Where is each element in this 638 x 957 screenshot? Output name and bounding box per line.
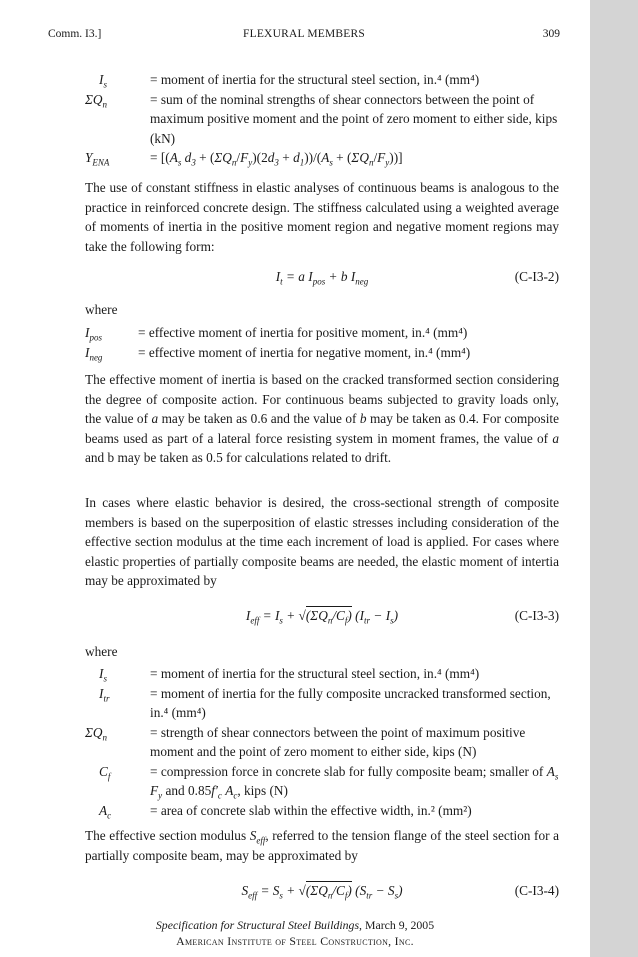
where-label: where xyxy=(85,644,118,659)
definition-text: = effective moment of inertia for positive moment, in.⁴ (mm⁴) xyxy=(138,325,468,340)
definition-symbol: $I_s$ xyxy=(99,666,107,684)
definitions-middle xyxy=(85,323,559,362)
equation-c-i3-2 xyxy=(85,267,559,287)
definition-row xyxy=(85,801,559,821)
equation-body: $I_{eff} = I_s + √(\Sigma Q_n/C_f) (I_{tr} - I_s)$ xyxy=(245,608,399,626)
definition-symbol: $\Sigma Q_n$ xyxy=(85,91,108,110)
paragraph-elastic-behavior xyxy=(85,493,559,591)
paragraph-section-modulus xyxy=(85,826,559,865)
definition-text: = area of concrete slab within the effective width, in.² (mm²) xyxy=(150,802,472,818)
definition-text: = compression force in concrete slab for fully composite beam; smaller of $A_s$ $F_y$ and $0.85f'_c$ $A_c$, kips (N) xyxy=(150,763,559,801)
header-section-ref: Comm. I3.] xyxy=(48,28,102,40)
definition-row xyxy=(85,343,559,363)
definition-row xyxy=(85,323,559,343)
definition-symbol: $I_{neg}$ xyxy=(85,344,103,363)
definition-text: = effective moment of inertia for negative moment, in.⁴ (mm⁴) xyxy=(138,344,471,360)
footer-publisher: American Institute of Steel Construction, Inc. xyxy=(176,934,414,948)
equation-c-i3-4 xyxy=(85,881,559,901)
definition-text: = sum of the nominal strengths of shear connectors between the point of maximum positive moment and the point of zero moment to either side, kips (kN) xyxy=(150,91,558,146)
equation-number: (C-I3-3) xyxy=(514,608,559,623)
definition-text: = strength of shear connectors between the point of maximum positive moment and the point of zero moment to either side, kips (N) xyxy=(150,724,526,759)
definition-text: = [($A_s$ $d_3 + (\Sigma Q_n/F_y)(2d_3 + d_1))/(A_s + (\Sigma Q_n/F_y))$] xyxy=(150,150,403,168)
definitions-top xyxy=(85,70,559,168)
where-label: where xyxy=(85,302,118,317)
definition-text: = moment of inertia for the fully composite uncracked transformed section, in.⁴ (mm⁴) xyxy=(150,685,551,720)
definition-row xyxy=(85,90,559,149)
footer-date: March 9, 2005 xyxy=(362,918,435,932)
equation-body: $I_t = a$ $I_{pos} + b$ $I_{neg}$ xyxy=(275,269,369,287)
paragraph-text: The effective section modulus $S_{eff}$, referred to the tension flange of the steel section for a partially composite beam, may be approximated by xyxy=(85,828,559,863)
footer-spec-title: Specification for Structural Steel Buildings, xyxy=(155,918,363,932)
definition-symbol: $I_{tr}$ xyxy=(99,685,110,704)
paragraph-effective-moment xyxy=(85,370,559,468)
definitions-bottom xyxy=(85,664,559,820)
equation-number: (C-I3-2) xyxy=(514,269,559,284)
definition-row xyxy=(85,762,559,801)
definition-symbol: $I_s$ xyxy=(99,72,107,90)
definition-row xyxy=(85,664,559,684)
paragraph-text: The use of constant stiffness in elastic analyses of continuous beams is analogous to the practice in reinforced concrete design. The stiffness calculated using a weighted average of moments of inertia in the positive moment region and negative moment regions may take the following form: xyxy=(85,180,559,254)
definition-row xyxy=(85,684,559,723)
running-header xyxy=(48,26,560,42)
definition-text: = moment of inertia for the structural steel section, in.⁴ (mm⁴) xyxy=(150,72,480,87)
footer-specification xyxy=(0,918,590,933)
paragraph-stiffness xyxy=(85,178,559,256)
definition-symbol: $C_f$ xyxy=(99,763,111,782)
equation-body: $S_{eff} = S_s + √(\Sigma Q_n/C_f) (S_{tr} - S_s)$ xyxy=(241,883,403,901)
definition-text: = moment of inertia for the structural steel section, in.⁴ (mm⁴) xyxy=(150,666,480,681)
header-chapter-title: FLEXURAL MEMBERS xyxy=(243,28,365,40)
paragraph-text: In cases where elastic behavior is desired, the cross-sectional strength of composite members is based on the superposition of elastic stresses including consideration of the effective section modulus at the time each increment of load is applied. For cases where elastic properties of partially composite beams are needed, the elastic moment of intertia may be approximated by xyxy=(85,495,559,588)
definition-row xyxy=(85,148,559,168)
definition-symbol: $Y_{ENA}$ xyxy=(85,150,110,168)
definition-symbol: $A_c$ xyxy=(99,802,112,821)
definition-symbol: $I_{pos}$ xyxy=(85,325,102,343)
equation-number: (C-I3-4) xyxy=(514,883,559,898)
definition-row xyxy=(85,723,559,762)
paragraph-text: The effective moment of inertia is based on the cracked transformed section considering the degree of composite action. For continuous beams subjected to gravity loads only, the value of a may be taken as 0.6 and the value of b may be taken as 0.4. For composite beams used as part of a lateral force resisting system in moment frames, the value of a and b may be taken as 0.5 for calculations related to drift. xyxy=(85,372,560,465)
definition-row xyxy=(85,70,559,90)
header-page-number: 309 xyxy=(542,28,560,40)
equation-c-i3-3 xyxy=(85,606,559,626)
definition-symbol: $\Sigma Q_n$ xyxy=(85,724,108,743)
side-margin-band xyxy=(590,0,638,957)
